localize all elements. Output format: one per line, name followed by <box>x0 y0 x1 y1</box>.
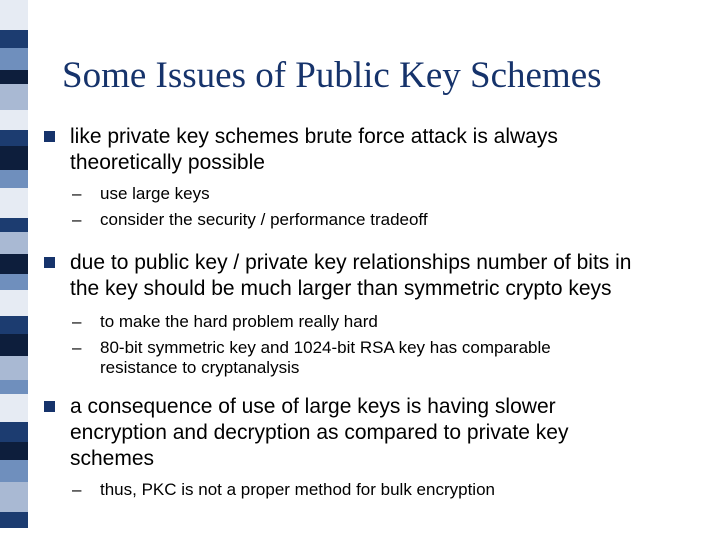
bullet-item <box>44 250 704 302</box>
slide-title: Some Issues of Public Key Schemes <box>62 55 602 96</box>
sub-bullet-text: to make the hard problem really hard <box>100 312 378 331</box>
bullet-item <box>44 124 704 176</box>
sub-bullet-item <box>44 480 704 500</box>
bullet-text: like private key schemes brute force attack is always theoretically possible <box>70 125 558 174</box>
dash-bullet-icon: – <box>72 312 82 331</box>
dash-bullet-icon: – <box>72 338 82 357</box>
sub-bullet-text: use large keys <box>100 184 210 203</box>
sub-bullet-item <box>44 184 704 204</box>
dash-bullet-icon: – <box>72 210 82 229</box>
sub-bullet-text: 80-bit symmetric key and 1024-bit RSA key has comparable resistance to cryptanalysis <box>100 338 551 377</box>
bullet-list <box>44 124 704 500</box>
sub-bullet-item <box>44 312 704 332</box>
square-bullet-icon <box>44 401 55 412</box>
sub-bullet-item <box>44 210 704 230</box>
square-bullet-icon <box>44 257 55 268</box>
bullet-text: a consequence of use of large keys is having slower encryption and decryption as compared to private key schemes <box>70 395 569 470</box>
dash-bullet-icon: – <box>72 184 82 203</box>
bullet-item <box>44 394 704 472</box>
square-bullet-icon <box>44 131 55 142</box>
sub-bullet-item <box>44 338 620 378</box>
dash-bullet-icon: – <box>72 480 82 499</box>
sub-bullet-text: thus, PKC is not a proper method for bulk encryption <box>100 480 495 499</box>
sub-bullet-text: consider the security / performance tradeoff <box>100 210 428 229</box>
decorative-side-strip <box>0 0 28 540</box>
bullet-text: due to public key / private key relationships number of bits in the key should be much larger than symmetric crypto keys <box>70 251 632 300</box>
